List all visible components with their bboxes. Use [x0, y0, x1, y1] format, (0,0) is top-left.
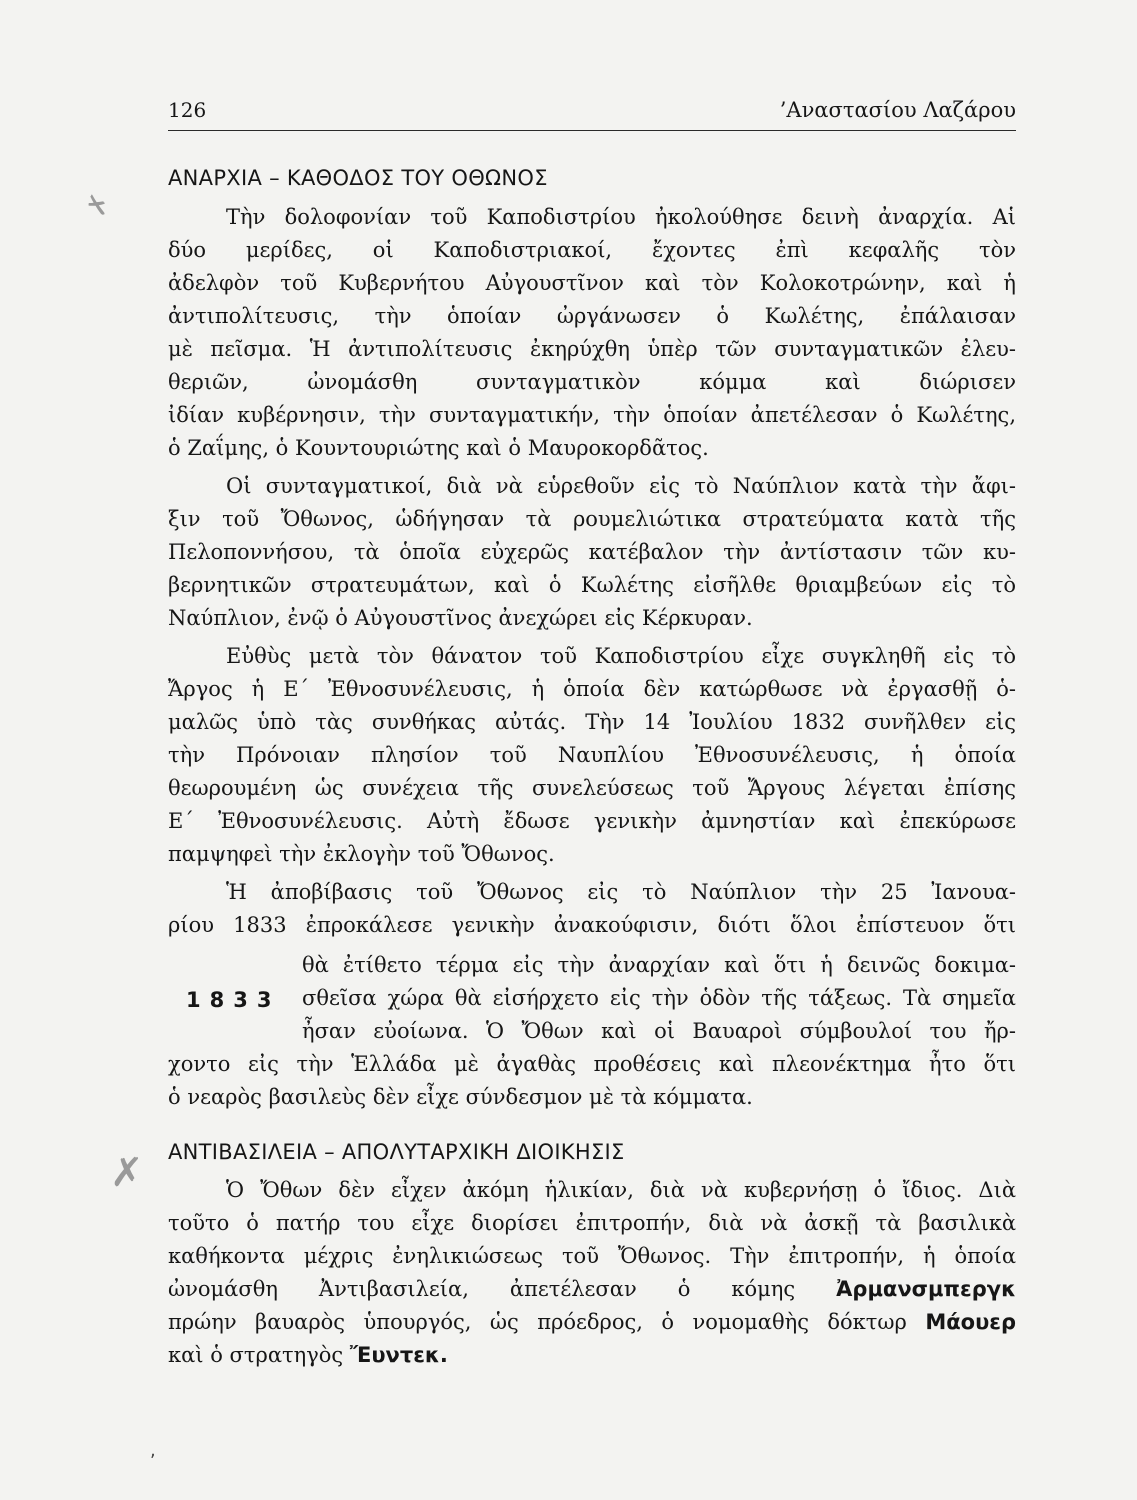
paragraph-line: μαλῶς ὑπὸ τὰς συνθήκας αὐτάς. Τὴν 14 Ἰουλίου 1832 συνῆλθεν εἰς [168, 710, 1016, 734]
paragraph-line: Τὴν δολοφονίαν τοῦ Καποδιστρίου ἠκολούθησε δεινὴ ἀναρχία. Αἱ [226, 205, 1016, 229]
paragraph-line: βερνητικῶν στρατευμάτων, καὶ ὁ Κωλέτης εἰσῆλθε θριαμβεύων εἰς τὸ [168, 573, 1016, 597]
running-title: ’Αναστασίου Λαζάρου [779, 98, 1016, 122]
paragraph-line: ρίου 1833 ἐπροκάλεσε γενικὴν ἀνακούφισιν, διότι ὅλοι ἐπίστευον ὅτι [168, 913, 1016, 937]
paragraph-line: Ναύπλιον, ἐνῷ ὁ Αὐγουστῖνος ἀνεχώρει εἰς Κέρκυραν. [168, 606, 753, 630]
paragraph-line: χοντο εἰς τὴν Ἑλλάδα μὲ ἀγαθὰς προθέσεις καὶ πλεονέκτημα ἦτο ὅτι [168, 1052, 1016, 1076]
bold-name-maurer: Μάουερ [925, 1310, 1016, 1334]
paragraph-line: ὁ Ζαΐμης, ὁ Κουντουριώτης καὶ ὁ Μαυροκορδᾶτος. [168, 436, 709, 460]
line-text: πρώην βαυαρὸς ὑπουργός, ὡς πρόεδρος, ὁ νομομαθὴς δόκτωρ [168, 1310, 907, 1334]
paragraph-line: Πελοποννήσου, τὰ ὁποῖα εὐχερῶς κατέβαλον τὴν ἀντίστασιν τῶν κυ- [168, 540, 1016, 564]
paragraph-line: Ἄργος ἡ Ε΄ Ἐθνοσυνέλευσις, ἡ ὁποία δὲν κατώρθωσε νὰ ἐργασθῇ ὁ- [168, 677, 1016, 701]
paragraph-line: σθεῖσα χώρα θὰ εἰσήρχετο εἰς τὴν ὁδὸν τῆς τάξεως. Τὰ σημεῖα [302, 986, 1016, 1010]
paragraph-line: Εὐθὺς μετὰ τὸν θάνατον τοῦ Καποδιστρίου εἶχε συγκληθῆ εἰς τὸ [226, 644, 1016, 668]
section-heading: ΑΝΑΡΧΙΑ – ΚΑΘΟΔΟΣ ΤΟΥ ΟΘΩΝΟΣ [168, 166, 548, 190]
paragraph-line: μὲ πεῖσμα. Ἡ ἀντιπολίτευσις ἐκηρύχθη ὑπὲρ τῶν συνταγματικῶν ἐλευ- [168, 337, 1016, 361]
margin-year: 1833 [186, 988, 281, 1012]
page-number: 126 [168, 98, 207, 122]
paragraph-line: ἰδίαν κυβέρνησιν, τὴν συνταγματικήν, τὴν ὁποίαν ἀπετέλεσαν ὁ Κωλέτης, [168, 403, 1016, 427]
ink-dot-icon: , [150, 1440, 156, 1461]
pencil-mark-icon: ✗ [81, 189, 117, 221]
paragraph-line: ἀδελφὸν τοῦ Κυβερνήτου Αὐγουστῖνον καὶ τὸν Κολοκοτρώνην, καὶ ἡ [168, 271, 1016, 295]
paragraph-line: θεωρουμένη ὡς συνέχεια τῆς συνελεύσεως τοῦ Ἄργους λέγεται ἐπίσης [168, 776, 1016, 800]
paragraph-line: τοῦτο ὁ πατήρ του εἶχε διορίσει ἐπιτροπήν, διὰ νὰ ἀσκῇ τὰ βασιλικὰ [168, 1211, 1016, 1235]
paragraph-line: Οἱ συνταγματικοί, διὰ νὰ εὑρεθοῦν εἰς τὸ Ναύπλιον κατὰ τὴν ἄφι- [226, 474, 1016, 498]
section-heading: ΑΝΤΙΒΑΣΙΛΕΙΑ – ΑΠΟΛΥΤΑΡΧΙΚΗ ΔΙΟΙΚΗΣΙΣ [168, 1140, 625, 1164]
paragraph-line: ἀντιπολίτευσις, τὴν ὁποίαν ὠργάνωσεν ὁ Κωλέτης, ἐπάλαισαν [168, 304, 1016, 328]
line-text: καὶ ὁ στρατηγὸς [168, 1343, 344, 1367]
paragraph-line [168, 1345, 1016, 1366]
paragraph-line: δύο μερίδες, οἱ Καποδιστριακοί, ἔχοντες ἐπὶ κεφαλῆς τὸν [168, 238, 1016, 262]
paragraph-line: ξιν τοῦ Ὄθωνος, ὡδήγησαν τὰ ρουμελιώτικα στρατεύματα κατὰ τῆς [168, 507, 1016, 531]
paragraph-line: τὴν Πρόνοιαν πλησίον τοῦ Ναυπλίου Ἐθνοσυνέλευσις, ἡ ὁποία [168, 743, 1016, 767]
running-head [168, 98, 1016, 131]
paragraph-line: Ὁ Ὄθων δὲν εἶχεν ἀκόμη ἡλικίαν, διὰ νὰ κυβερνήσῃ ὁ ἴδιος. Διὰ [226, 1178, 1016, 1202]
paragraph-line: θὰ ἐτίθετο τέρμα εἰς τὴν ἀναρχίαν καὶ ὅτι ἡ δεινῶς δοκιμα- [302, 953, 1016, 977]
bold-name-armansperg: Ἀρμανσμπεργκ [836, 1277, 1016, 1301]
paragraph-line: Ἡ ἀποβίβασις τοῦ Ὄθωνος εἰς τὸ Ναύπλιον τὴν 25 Ἰανουα- [226, 880, 1016, 904]
paragraph-line: θεριῶν, ὠνομάσθη συνταγματικὸν κόμμα καὶ διώρισεν [168, 370, 1016, 394]
paragraph-line [168, 1279, 1016, 1300]
bold-name-heideck: Ἔυντεκ. [349, 1343, 448, 1367]
paragraph-line: Ε΄ Ἐθνοσυνέλευσις. Αὐτὴ ἔδωσε γενικὴν ἀμνηστίαν καὶ ἐπεκύρωσε [168, 809, 1016, 833]
paragraph-line: ὁ νεαρὸς βασιλεὺς δὲν εἶχε σύνδεσμον μὲ τὰ κόμματα. [168, 1085, 753, 1109]
paragraph-line: παμψηφεὶ τὴν ἐκλογὴν τοῦ Ὄθωνος. [168, 842, 555, 866]
line-text: ὠνομάσθη Ἀντιβασιλεία, ἀπετέλεσαν ὁ κόμης [168, 1277, 796, 1301]
paragraph-line: καθήκοντα μέχρις ἐνηλικιώσεως τοῦ Ὄθωνος. Τὴν ἐπιτροπήν, ἡ ὁποία [168, 1244, 1016, 1268]
paragraph-line: ἦσαν εὐοίωνα. Ὁ Ὄθων καὶ οἱ Βαυαροὶ σύμβουλοί του ἤρ- [302, 1019, 1016, 1043]
pencil-mark-icon: ✗ [110, 1150, 144, 1196]
paragraph-line [168, 1312, 1016, 1333]
